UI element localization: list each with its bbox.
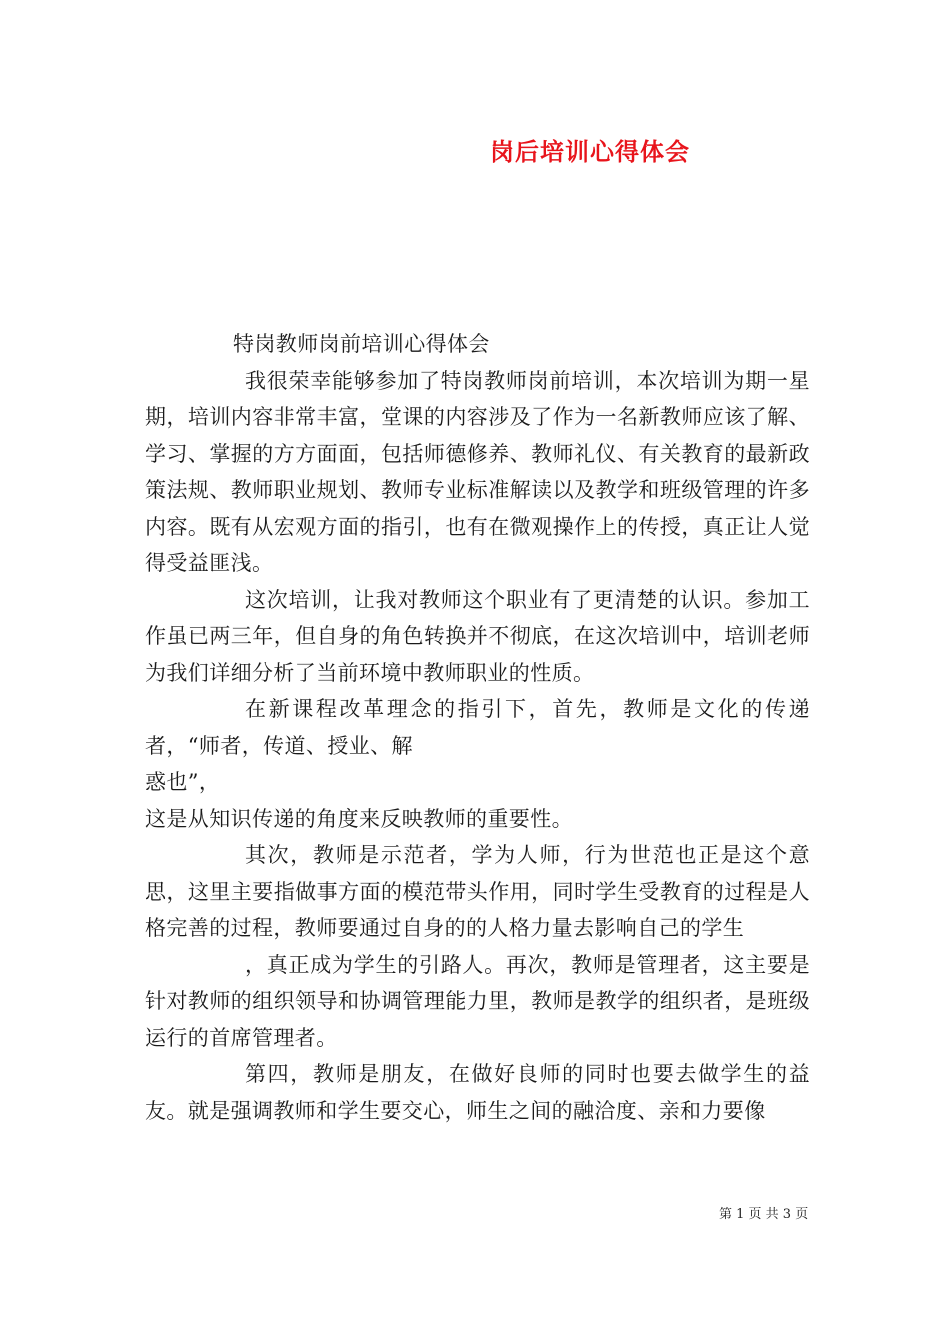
document-subtitle: 特岗教师岗前培训心得体会: [233, 332, 490, 356]
paragraph: 其次，教师是示范者，学为人师，行为世范也正是这个意思，这里主要指做事方面的模范带头作用，同时学生受教育的过程是人格完善的过程，教师要通过自身的的人格力量去影响自己的学生: [145, 843, 810, 940]
paragraph: 惑也”，: [145, 770, 221, 794]
paragraph: 这是从知识传递的角度来反映教师的重要性。: [145, 806, 573, 831]
paragraph: 我很荣幸能够参加了特岗教师岗前培训，本次培训为期一星期，培训内容非常丰富，堂课的内容涉及了作为一名新教师应该了解、学习、掌握的方方面面，包括师德修养、教师礼仪、有关教育的最新政策法规、教师职业规划、教师专业标准解读以及教学和班级管理的许多内容。既有从宏观方面的指引，也有在微观操作上的传授，真正让人觉得受益匪浅。: [145, 368, 810, 575]
paragraph: 在新课程改革理念的指引下，首先，教师是文化的传递者，“师者，传道、授业、解: [145, 697, 810, 758]
paragraph: 第四，教师是朋友，在做好良师的同时也要去做学生的益友。就是强调教师和学生要交心，师生之间的融洽度、亲和力要像: [145, 1062, 810, 1123]
paragraph: ，真正成为学生的引路人。再次，教师是管理者，这主要是针对教师的组织领导和协调管理能力里，教师是教学的组织者，是班级运行的首席管理者。: [145, 952, 810, 1050]
page-number: 第 1 页 共 3 页: [719, 1207, 809, 1222]
document-body: [145, 326, 810, 1129]
paragraph: 这次培训，让我对教师这个职业有了更清楚的认识。参加工作虽已两三年，但自身的角色转换并不彻底，在这次培训中，培训老师为我们详细分析了当前环境中教师职业的性质。: [145, 587, 810, 685]
document-title: 岗后培训心得体会: [490, 137, 690, 166]
